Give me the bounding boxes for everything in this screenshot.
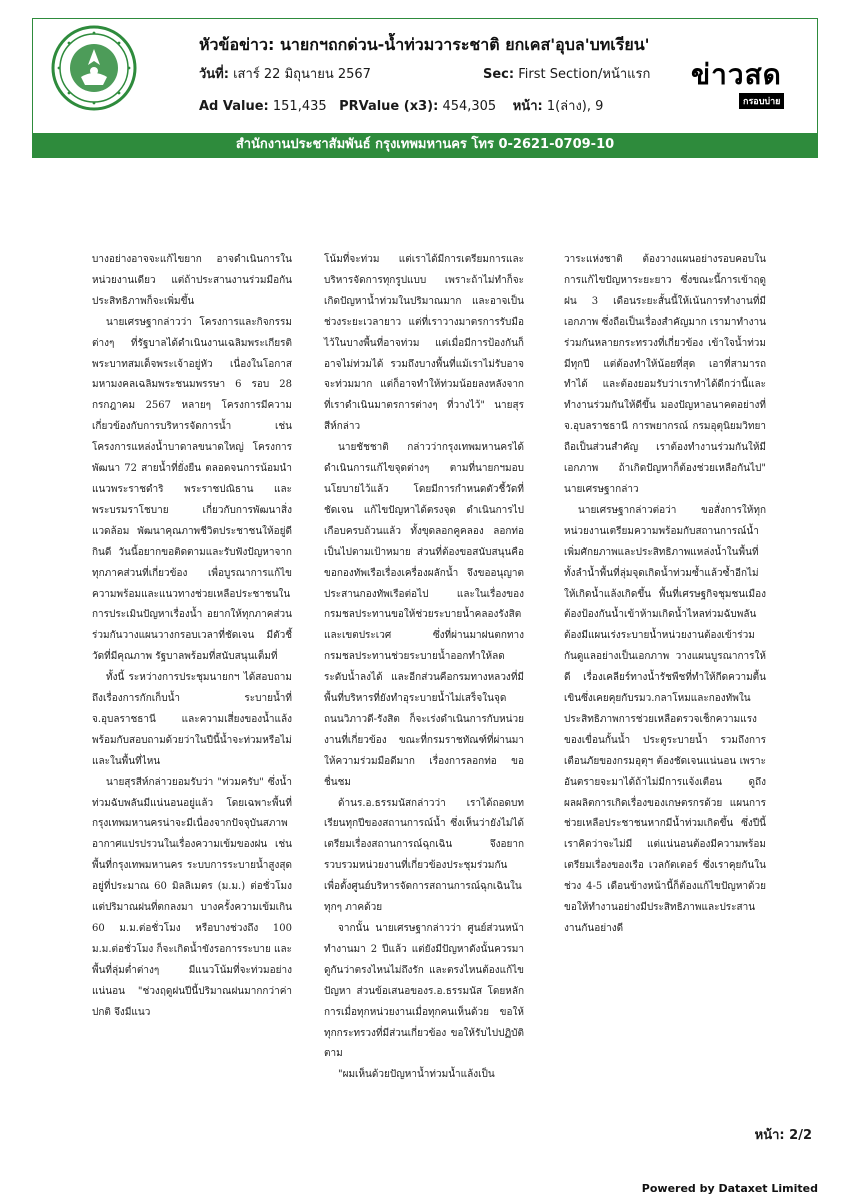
pr-value-label: PRValue (x3): [339, 99, 439, 114]
publisher-edition: กรอบบ่าย [739, 93, 784, 109]
paragraph: โน้มที่จะท่วม แต่เราได้มีการเตรียมการและบริหารจัดการทุกรูปแบบ เพราะถ้าไม่ทำก็จะเกิดปัญหาน้ำท่วมในปริมาณมาก และอาจเป็นช่วงระยะเวลายาว แต่ที่เราวางมาตรการรับมือไว้ในบางพื้นที่อาจท่วม แต่เมื่อมีการป้องกันก็อาจไม่ท่วมได้ รวมถึงบางพื้นที่แม้เราไม่รับอาจจะท่วมมาก แต่ก็อาจทำให้ท่วมน้อยลงหลังจากที่เราดำเนินมาตรการต่างๆ ที่วางไว้" นายสุรสีห์กล่าว [324, 254, 524, 433]
article-column-1 [92, 250, 292, 1024]
paragraph: วาระแห่งชาติ ต้องวางแผนอย่างรอบคอบในการแก้ไขปัญหาระยะยาว ซึ่งขณะนี้การเข้าฤดูฝน 3 เดือนระยะสั้นนี้ให้เน้นการทำงานที่มีเอกภาพ ซึ่งถือเป็นเรื่องสำคัญมาก เรามาทำงานร่วมกันหลายกระทรวงที่เกี่ยวข้อง เข้าใจน้ำท่วมมีทุกปี แต่ต้องทำให้น้อยที่สุด เอาที่สามารถทำได้ และต้องยอมรับว่าเราทำได้ดีกว่านี้และทำงานร่วมกันให้ดีขึ้น มองปัญหาอนาคตอย่างที่จ.อุบลราชธานี การพยากรณ์ กรมอุตุนิยมวิทยาถือเป็นส่วนสำคัญ เราต้องทำงานร่วมกันให้มีเอกภาพ ถ้าเกิดปัญหาก็ต้องช่วยเหลือกันไป" นายเศรษฐากล่าว [564, 254, 766, 495]
paragraph: บางอย่างอาจจะแก้ไขยาก อาจดำเนินการในหน่วยงานเดียว แต่ถ้าประสานงานร่วมมือกันประสิทธิภาพก็จะเพิ่มขึ้น [92, 254, 292, 307]
section-label: Sec: [483, 67, 515, 82]
paragraph: นายเศรษฐากล่าวว่า โครงการและกิจกรรมต่างๆ ที่รัฐบาลได้ดำเนินงานเฉลิมพระเกียรติพระบาทสมเด็จพระเจ้าอยู่หัว เนื่องในโอกาสมหามงคลเฉลิมพระชนมพรรษา 6 รอบ 28 กรกฎาคม 2567 หลายๆ โครงการมีความเกี่ยวข้องกับการบริหารจัดการน้ำ เช่น โครงการแหล่งน้ำบาดาลขนาดใหญ่ โครงการพัฒนา 72 สายน้ำที่ยั่งยืน ตลอดจนการน้อมนำแนวพระราชดำริ พระราชปณิธาน และพระบรมราโชบาย เกี่ยวกับการพัฒนาสิ่งแวดล้อม พัฒนาคุณภาพชีวิตประชาชนให้อยู่ดีกินดี วันนี้อยากขอติดตามและรับฟังปัญหาจากทุกภาคส่วนที่เกี่ยวข้อง เพื่อบูรณาการแก้ไขความพร้อมและแนวทางช่วยเหลือประชาชนในการประเมินปัญหาเรื่องน้ำ อยากให้ทุกภาคส่วนร่วมกันวางแผนวางกรอบเวลาที่ชัดเจน มีตัวชี้วัดที่มีคุณภาพ รัฐบาลพร้อมที่สนับสนุนเต็มที่ [92, 316, 292, 663]
section-row [483, 63, 650, 84]
paragraph: "ผมเห็นด้วยปัญหาน้ำท่วมน้ำแล้งเป็น [338, 1069, 495, 1081]
section-value: First Section/หน้าแรก [518, 67, 651, 82]
page-indicator: หน้า: 2/2 [754, 1128, 812, 1143]
page-label: หน้า: [512, 99, 543, 114]
article-body [92, 250, 772, 1080]
paragraph: นายสุรสีห์กล่าวยอมรับว่า "ท่วมครับ" ซึ่งน้ำท่วมฉับพลันมีแน่นอนอยู่แล้ว โดยเฉพาะพื้นที่กรุงเทพมหานครน่าจะมีเนื่องจากปัจจุบันสภาพอากาศแปรปรวนในเรื่องความเข้มของฝน เช่น พื้นที่กรุงเทพมหานคร ระบบการระบายน้ำสูงสุดอยู่ที่ประมาณ 60 มิลลิเมตร (ม.ม.) ต่อชั่วโมง แต่ปริมาณฝนที่ตกลงมา บางครั้งความเข้มเกิน 60 ม.ม.ต่อชั่วโมง หรือบางช่วงถึง 100 ม.ม.ต่อชั่วโมง ก็จะเกิดน้ำขังรอการระบาย และพื้นที่ลุ่มต่ำต่างๆ มีแนวโน้มที่จะท่วมอย่างแน่นอน "ช่วงฤดูฝนปีนี้ปริมาณฝนมากกว่าค่าปกติ จึงมีแนว [92, 776, 292, 1018]
page-value: 1(ล่าง), 9 [546, 99, 604, 114]
ad-value-row [199, 95, 603, 116]
headline [199, 33, 669, 58]
paragraph: นายชัชชาติ กล่าวว่ากรุงเทพมหานครได้ดำเนินการแก้ไขจุดต่างๆ ตามที่นายกฯมอบนโยบายไว้แล้ว โดยมีการกำหนดตัวชี้วัดที่ชัดเจน แก้ไขปัญหาได้ตรงจุด ดำเนินการไปเกือบครบถ้วนแล้ว ทั้งขุดลอกคูคลอง ลอกท่อ เป็นไปตามเป้าหมาย ส่วนที่ต้องขอสนับสนุนคือขอกองทัพเรือเรื่องเครื่องผลักน้ำ จึงขออนุญาตประสานกองทัพเรือต่อไป และในเรื่องของกรมชลประทานขอให้ช่วยระบายน้ำคลองรังสิตและเขตประเวศ ซึ่งที่ผ่านมาฝนตกทางกรมชลประทานช่วยระบายน้ำออกทำให้ลดระดับน้ำลงได้ และอีกส่วนคือกรมทางหลวงที่มีพื้นที่บริหารที่ยังทำอุระบายน้ำไม่เสร็จในจุดถนนวิภาวดี-รังสิต ก็จะเร่งดำเนินการกับหน่วยงานที่เกี่ยวข้อง ขณะที่กรมราชทัณฑ์ที่ผ่านมาให้ความร่วมมือดีมาก เรื่องการลอกท่อ ขอชื่นชม [324, 442, 524, 788]
bangkok-seal-icon [51, 25, 137, 111]
ad-value: 151,435 [272, 99, 327, 114]
paragraph: ด้านร.อ.ธรรมนัสกล่าวว่า เราได้ถอดบทเรียนทุกปีของสถานการณ์น้ำ ซึ่งเห็นว่ายังไม่ได้เตรียมเรื่องสถานการณ์ฉุกเฉิน จึงอยากรวบรวมหน่วยงานที่เกี่ยวข้องประชุมร่วมกัน เพื่อตั้งศูนย์บริหารจัดการสถานการณ์ฉุกเฉินในทุกๆ ภาคด้วย [324, 797, 524, 914]
pr-value: 454,305 [442, 99, 497, 114]
publisher-logo [683, 53, 793, 115]
agency-contact-bar: สำนักงานประชาสัมพันธ์ กรุงเทพมหานคร โทร 0-2621-0709-10 [33, 133, 817, 157]
headline-label: หัวข้อข่าว: [199, 35, 275, 54]
headline-text: นายกฯถกด่วน-น้ำท่วมวาระชาติ ยกเคส'อุบล'บทเรียน' [279, 35, 650, 54]
publisher-name: ข่าวสด [691, 58, 782, 91]
date-row [199, 63, 371, 84]
powered-by: Powered by Dataxet Limited [641, 1182, 818, 1195]
paragraph: จากนั้น นายเศรษฐากล่าวว่า ศูนย์ส่วนหน้าทำงานมา 2 ปีแล้ว แต่ยังมีปัญหาดังนั้นควรมาดูกันว่าตรงไหนไม่ถึงรัก และตรงไหนต้องแก้ไขปัญหา ส่วนข้อเสนอของร.อ.ธรรมนัส โดยหลักการเมื่อทุกหน่วยงานเมื่อทุกคนเห็นด้วย ขอให้ทุกกระทรวงที่มีส่วนเกี่ยวข้อง ขอให้รับไปปฏิบัติตาม [324, 923, 524, 1060]
clipping-header [32, 18, 818, 158]
ad-value-label: Ad Value: [199, 99, 269, 114]
date-label: วันที่: [199, 67, 229, 82]
article-column-2 [324, 250, 524, 1086]
date-value: เสาร์ 22 มิถุนายน 2567 [233, 67, 371, 82]
paragraph: ทั้งนี้ ระหว่างการประชุมนายกฯ ได้สอบถามถึงเรื่องการกักเก็บน้ำ ระบายน้ำที่จ.อุบลราชธานี และความเสี่ยงของน้ำแล้ง พร้อมกับสอบถามด้วยว่าในปีนี้น้ำจะท่วมหรือไม่ และในพื้นที่ไหน [92, 672, 292, 767]
article-column-3 [564, 250, 766, 940]
paragraph: นายเศรษฐากล่าวต่อว่า ขอสั่งการให้ทุกหน่วยงานเตรียมความพร้อมกับสถานการณ์น้ำ เพิ่มศักยภาพและประสิทธิภาพแหล่งน้ำในพื้นที่ทั้งลำน้ำพื้นที่ลุ่มจุดเกิดน้ำท่วมซ้ำแล้วซ้ำอีกไม่ให้เกิดน้ำแล้งเกิดขึ้น พื้นที่เศรษฐกิจชุมชนเมืองต้องป้องกันน้ำเข้าห้ามเกิดน้ำไหลท่วมฉับพลัน ต้องมีแผนเร่งระบายน้ำหน่วยงานต้องเข้าร่วมกันดูแลอย่างเป็นเอกภาพ วางแผนบูรณาการให้ดี เรื่องเคลียร์ทางน้ำรัชพืชที่ทำให้กีดความตื้นเขินซึ่งเคยคุยกับรมว.กลาโหมและกองทัพในประสิทธิภาพการช่วยเหลือตรวจเช็กความแรงของเขื่อนกั้นน้ำ ประตูระบายน้ำ รวมถึงการเตือนภัยของกรมอุตุฯ ต้องชัดเจนแน่นอน เพราะอันตรายจะมาได้ถ้าไม่มีการแจ้งเตือน ดูถึงผลผลิตการเกิดเรื่องของเกษตรกรด้วย แผนการช่วยเหลือประชาชนหากมีน้ำท่วมเกิดขึ้น ซึ่งปีนี้เราคิดว่าจะไม่มี แต่แน่นอนต้องมีความพร้อมเตรียมเรื่องของเรือ เวลกัตเตอร์ ซึ่งเราคุยกันในช่วง 4-5 เดือนข้างหน้านี้ก็ต้องแก้ไขปัญหาด้วยขอให้ทำงานอย่างมีประสิทธิภาพและประสานงานกันอย่างดี [564, 504, 766, 934]
